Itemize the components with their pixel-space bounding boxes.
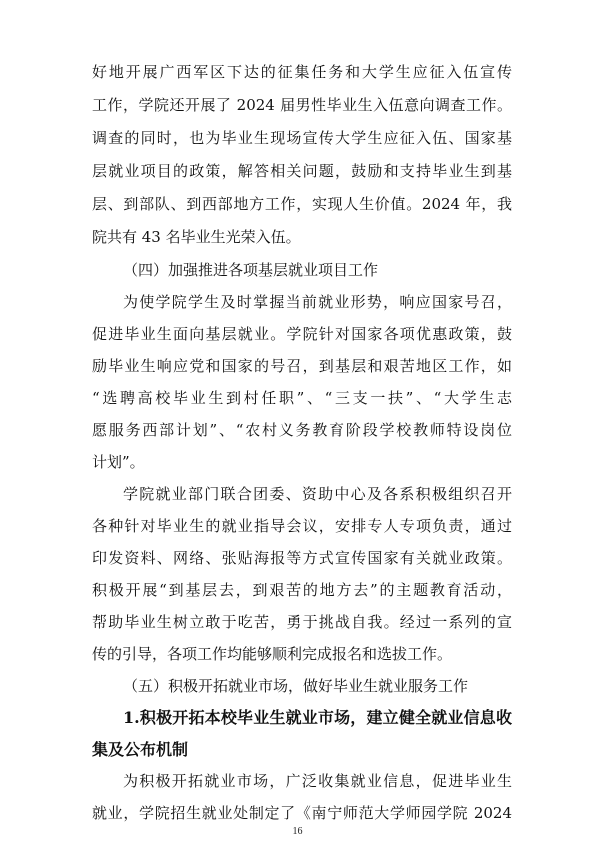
body-line: 积极开展“到基层去，到艰苦的地方去”的主题教育活动， bbox=[92, 581, 512, 599]
body-line: 为积极开拓就业市场，广泛收集就业信息，促进毕业生 bbox=[123, 772, 512, 790]
body-line: 工作，学院还开展了 2024 届男性毕业生入伍意向调查工作。 bbox=[92, 96, 512, 114]
body-line: 调查的同时，也为毕业生现场宣传大学生应征入伍、国家基 bbox=[92, 129, 512, 147]
body-line: 就业，学院招生就业处制定了《南宁师范大学师园学院 2024 bbox=[92, 804, 512, 822]
body-line: 为使学院学生及时掌握当前就业形势，响应国家号召， bbox=[123, 293, 512, 311]
body-line: 传的引导，各项工作均能够顺利完成报名和选拔工作。 bbox=[92, 645, 453, 663]
body-line: 印发资料、网络、张贴海报等方式宣传国家有关就业政策。 bbox=[92, 549, 512, 567]
page-number: 16 bbox=[292, 826, 303, 837]
section-heading-5: （五）积极开拓就业市场，做好毕业生就业服务工作 bbox=[123, 677, 469, 695]
body-line: 层就业项目的政策，解答相关问题，鼓励和支持毕业生到基 bbox=[92, 162, 512, 180]
body-line: 帮助毕业生树立敢于吃苦，勇于挑战自我。经过一系列的宣 bbox=[92, 613, 512, 631]
body-line: 愿服务西部计划”、“农村义务教育阶段学校教师特设岗位 bbox=[92, 421, 512, 439]
body-line: 促进毕业生面向基层就业。学院针对国家各项优惠政策，鼓 bbox=[92, 325, 512, 343]
body-line: “选聘高校毕业生到村任职”、“三支一扶”、“大学生志 bbox=[92, 389, 512, 407]
body-line: 院共有 43 名毕业生光荣入伍。 bbox=[92, 228, 301, 246]
body-line: 学院就业部门联合团委、资助中心及各系积极组织召开 bbox=[123, 485, 512, 503]
body-line: 各种针对毕业生的就业指导会议，安排专人专项负责，通过 bbox=[92, 517, 512, 535]
body-line: 好地开展广西军区下达的征集任务和大学生应征入伍宣传 bbox=[92, 63, 512, 81]
body-line: 励毕业生响应党和国家的号召，到基层和艰苦地区工作，如 bbox=[92, 357, 512, 375]
body-line: 计划”。 bbox=[92, 453, 145, 471]
subheading-line: 1.积极开拓本校毕业生就业市场，建立健全就业信息收 bbox=[123, 708, 512, 727]
subheading-line: 集及公布机制 bbox=[92, 740, 189, 759]
section-heading-4: （四）加强推进各项基层就业项目工作 bbox=[123, 261, 379, 279]
body-line: 层、到部队、到西部地方工作，实现人生价值。2024 年，我 bbox=[92, 195, 512, 213]
